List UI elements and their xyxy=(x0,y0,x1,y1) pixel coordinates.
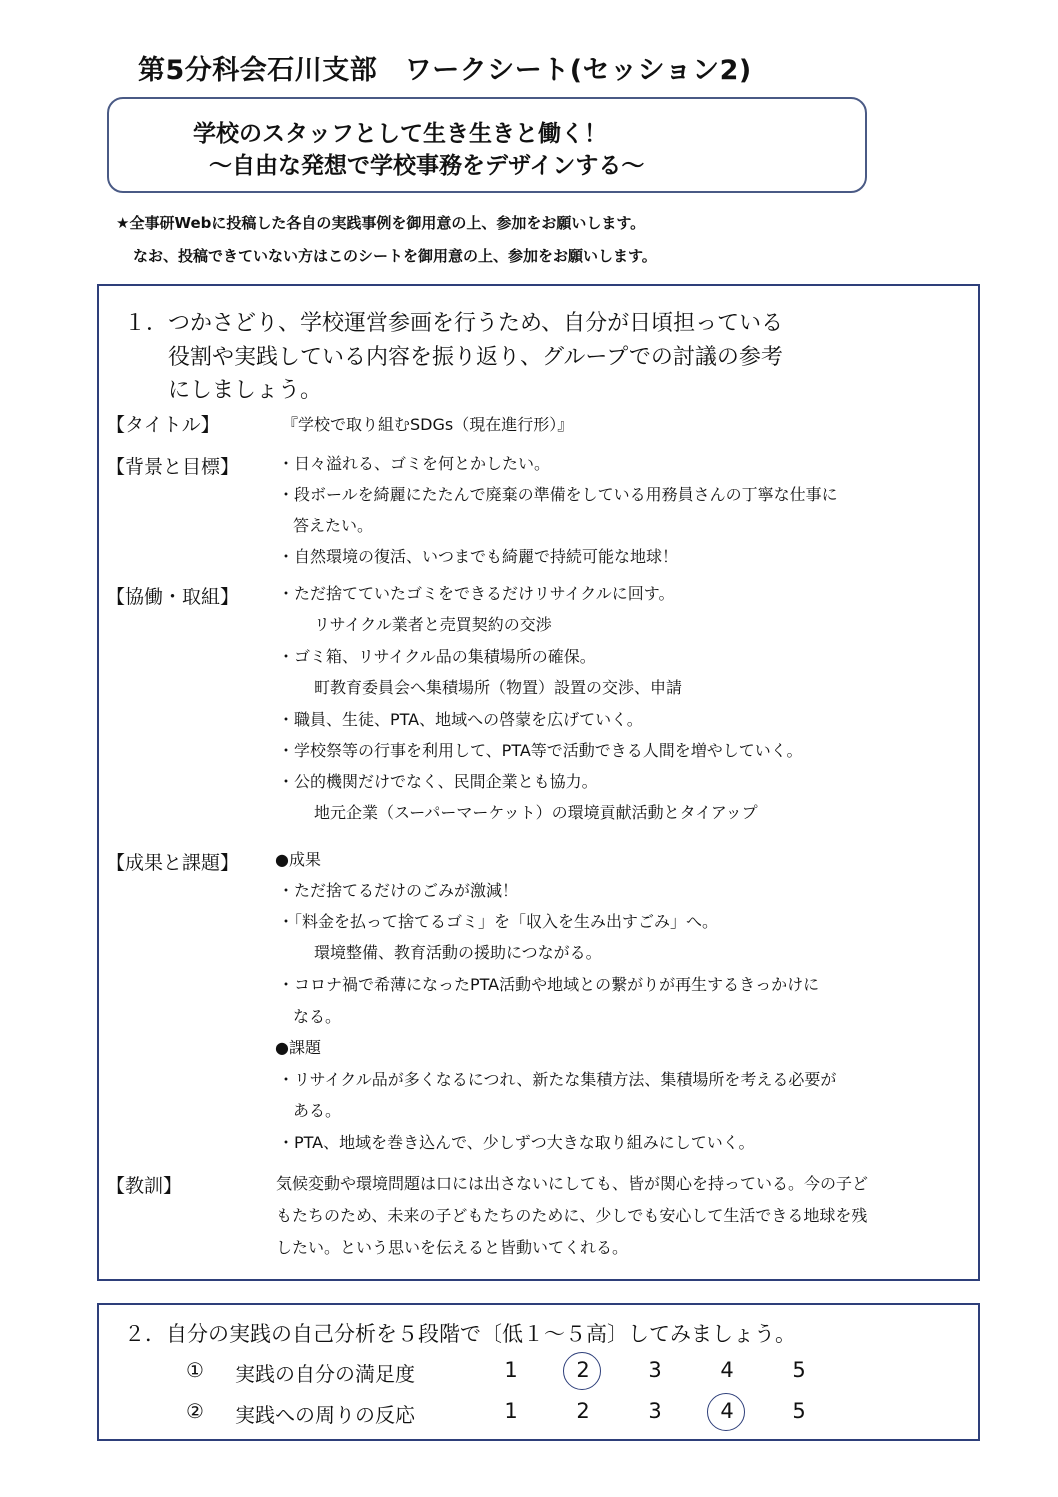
results-item: ・「料金を払って捨てるゴミ」を「収入を生み出すごみ」へ。 xyxy=(278,912,719,931)
collab-item: ・公的機関だけでなく、民間企業とも協力。 xyxy=(278,772,598,791)
results-item: なる。 xyxy=(293,1007,342,1026)
rating-scale-number: 4 xyxy=(720,1358,734,1382)
rating-row-label: 実践への周りの反応 xyxy=(235,1403,415,1427)
results-item: 環境整備、教育活動の援助につながる。 xyxy=(314,943,602,962)
theme-box xyxy=(107,97,867,193)
results-item: ・リサイクル品が多くなるにつれ、新たな集積方法、集積場所を考える必要が xyxy=(278,1070,837,1089)
selected-rating-circle xyxy=(563,1352,601,1390)
collab-item: ・ただ捨てていたゴミをできるだけリサイクルに回す。 xyxy=(278,584,675,603)
rating-scale-number: 4 xyxy=(720,1399,734,1423)
rating-scale-number: 5 xyxy=(792,1358,806,1382)
section1-prompt-line-2: 役割や実践している内容を振り返り、グループでの討議の参考 xyxy=(168,345,783,370)
title-value: 『学校で取り組むSDGs（現在進行形）』 xyxy=(282,415,574,434)
background-item: 答えたい。 xyxy=(293,516,374,535)
lesson-item: 気候変動や環境問題は口には出さないにしても、皆が関心を持っている。今の子ど xyxy=(276,1174,869,1193)
theme-line-2: ～自由な発想で学校事務をデザインする～ xyxy=(209,153,645,179)
lesson-label: 【教訓】 xyxy=(106,1175,183,1197)
theme-line-1: 学校のスタッフとして生き生きと働く！ xyxy=(193,121,607,147)
collab-item: リサイクル業者と売買契約の交渉 xyxy=(314,615,552,634)
section2-prompt: ２．自分の実践の自己分析を５段階で〔低１～５高〕してみましょう。 xyxy=(124,1322,796,1346)
title-label: 【タイトル】 xyxy=(106,414,220,436)
rating-scale-number: 1 xyxy=(504,1358,518,1382)
rating-scale-number: 1 xyxy=(504,1399,518,1423)
collab-label: 【協働・取組】 xyxy=(106,586,240,608)
results-item: ●成果 xyxy=(275,850,321,869)
section1-prompt-line-1: １．つかさどり、学校運営参画を行うため、自分が日頃担っている xyxy=(124,311,784,336)
collab-item: ・ゴミ箱、リサイクル品の集積場所の確保。 xyxy=(278,647,596,666)
lesson-item: もたちのため、未来の子どもたちのために、少しでも安心して生活できる地球を残 xyxy=(276,1206,868,1225)
rating-row-number: ② xyxy=(186,1399,204,1423)
rating-scale-number: 2 xyxy=(576,1399,590,1423)
rating-row-label: 実践の自分の満足度 xyxy=(235,1362,415,1386)
notice-line-1: ★全事研Webに投稿した各自の実践事例を御用意の上、参加をお願いします。 xyxy=(116,214,646,232)
rating-scale-number: 5 xyxy=(792,1399,806,1423)
selected-rating-circle xyxy=(707,1393,745,1431)
section1-prompt-line-3: にしましょう。 xyxy=(168,378,323,403)
results-item: ・ただ捨てるだけのごみが激減！ xyxy=(278,881,519,900)
background-item: ・自然環境の復活、いつまでも綺麗で持続可能な地球！ xyxy=(278,547,679,566)
results-item: ある。 xyxy=(293,1101,342,1120)
background-item: ・段ボールを綺麗にたたんで廃棄の準備をしている用務員さんの丁寧な仕事に xyxy=(278,485,838,504)
results-label: 【成果と課題】 xyxy=(106,852,240,874)
background-item: ・日々溢れる、ゴミを何とかしたい。 xyxy=(278,454,551,473)
rating-scale-number: 3 xyxy=(648,1358,662,1382)
results-item: ●課題 xyxy=(275,1038,321,1057)
collab-item: 地元企業（スーパーマーケット）の環境貢献活動とタイアップ xyxy=(314,803,758,822)
rating-row-number: ① xyxy=(186,1358,204,1382)
lesson-item: したい。という思いを伝えると皆動いてくれる。 xyxy=(276,1238,629,1257)
collab-item: 町教育委員会へ集積場所（物置）設置の交渉、申請 xyxy=(314,678,683,697)
page-title: 第5分科会石川支部 ワークシート(セッション2) xyxy=(138,55,752,86)
results-item: ・コロナ禍で希薄になったPTA活動や地域との繋がりが再生するきっかけに xyxy=(278,975,820,994)
results-item: ・PTA、地域を巻き込んで、少しずつ大きな取り組みにしていく。 xyxy=(278,1133,755,1152)
background-label: 【背景と目標】 xyxy=(106,456,240,478)
collab-item: ・学校祭等の行事を利用して、PTA等で活動できる人間を増やしていく。 xyxy=(278,741,803,760)
collab-item: ・職員、生徒、PTA、地域への啓蒙を広げていく。 xyxy=(278,710,643,729)
notice-line-2: なお、投稿できていない方はこのシートを御用意の上、参加をお願いします。 xyxy=(133,247,657,265)
rating-scale-number: 3 xyxy=(648,1399,662,1423)
rating-scale-number: 2 xyxy=(576,1358,590,1382)
